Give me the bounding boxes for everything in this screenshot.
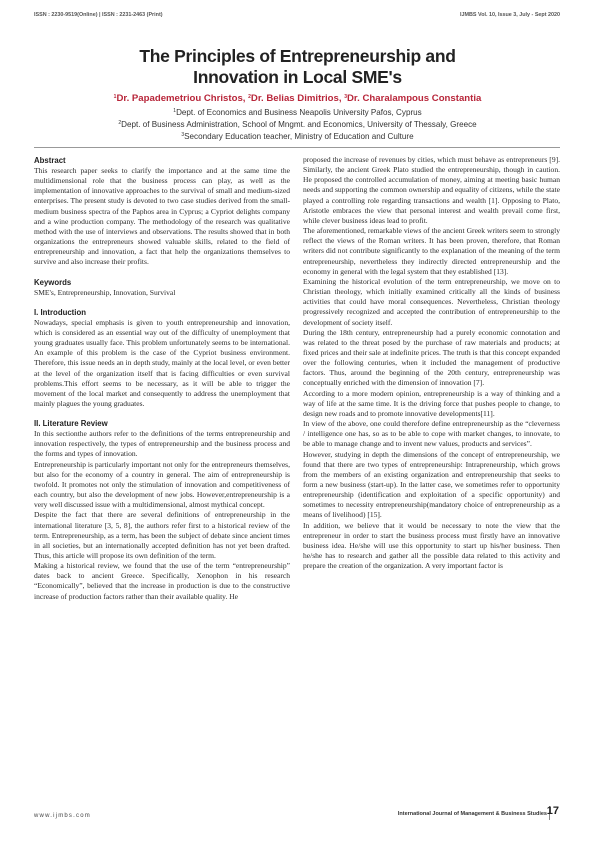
affiliation-2 [0, 120, 595, 129]
body-paragraph: In view of the above, one could therefore define entrepreneurship as the “cleverness / intelligence one has, so as to be able to cope with market changes, to innovate, to be able to manage change and to invent new values, products and services”. [303, 419, 560, 449]
affiliation-3 [0, 132, 595, 141]
literature-paragraph: Despite the fact that there are several definitions of entrepreneurship in the international literature [3, 5, 8], the authors refer first to a historical review of the term. Entrepreneurship, as a term, has been the subject of debate since ancient times in all societies, but an internationally accepted definition has not yet been drafted. Thus, this article will propose its own definition of the term. [34, 510, 290, 560]
affiliation-1-marker: 1 [173, 108, 177, 114]
author-1-marker: 1 [113, 94, 117, 100]
author-list [0, 93, 595, 104]
body-paragraph: Examining the historical evolution of the term entrepreneurship, we move on to Christian theology, which initially examined critically all the kinds of business activities that could have moral consequences. Nevertheless, Christian theology progressively recognized and accepted the contribution of entrepreneurship to the development of society itself. [303, 276, 560, 327]
author-3: Dr. Charalampous Constantia [347, 93, 482, 104]
affiliation-3-text: Secondary Education teacher, Ministry of Education and Culture [184, 132, 414, 141]
title-line-2: Innovation in Local SME's [193, 67, 402, 87]
section-spacer [34, 298, 290, 307]
section-spacer [34, 409, 290, 418]
header-divider [34, 147, 560, 148]
keywords-text: SME's, Entrepreneurship, Innovation, Survival [34, 287, 176, 297]
affiliation-1 [0, 108, 595, 117]
page-number: 17 [546, 805, 559, 817]
body-paragraph: According to a more modern opinion, entrepreneurship is a way of thinking and a way of life at the same time. It is the driving force that pushes people to change, to design new roads and to promote innovative developments[11]. [303, 388, 560, 418]
introduction-text: Nowadays, special emphasis is given to youth entrepreneurship and innovation, which is considered as an essential way out of the difficulty of unemployment that young graduates usually face. This problem unfortunately seems to be international. An example of this problem is the case of the Cypriot business environment. Therefore, this issue needs an in depth study, mainly at the local level, or even better at the level of the organization itself that is facing difficulties or even survival problems.This effort seems to be necessary, as it will be able to trigger the movement of the local market and consequently to address the unemployment that mainly plagues the young graduates. [34, 317, 290, 408]
abstract-heading: Abstract [34, 156, 66, 165]
abstract-text: This research paper seeks to clarify the importance and at the same time the multidimensional role that the business process can play, as well as the implementation of innovative approaches to the survival of small and medium-sized enterprises. The present study is devoted to two case studies derived from the small-medium business spectra of the Paphos area in Cyprus; a Cypriot delights company and a wine production company. The methodology of the research was qualitative method with the use of interviews and observations. The results showed that in both organizations the entrepreneurs showed valuable skills, related to the field of entrepreneurship and innovation, a fact that help the organizations themselves to survive and also increase their profits. [34, 166, 290, 267]
affiliation-2-marker: 2 [118, 120, 122, 126]
affiliation-1-text: Dept. of Economics and Business Neapolis University Pafos, Cyprus [176, 108, 422, 117]
body-paragraph: In addition, we believe that it would be necessary to note the view that the entrepreneur in order to start the business process must firstly have an innovative business idea. He/she will use this opportunity to start up his/her business. Then he/she has to research and gather all the possible data related to this activity and prepare the creation of the organization. A very important factor is [303, 520, 560, 571]
section-spacer [34, 268, 290, 277]
literature-paragraph: Making a historical review, we found that the use of the term “entrepreneurship” dates back to ancient Greece. Specifically, Xenophon in his research “Economically”, believed that the increase in production is due to the constructive increase of production factors rather than their available quality. He [34, 561, 290, 601]
right-column [303, 155, 560, 571]
literature-paragraph: In this sectionthe authors refer to the definitions of the terms entrepreneurship and innovation respectively, the types of entrepreneurship and the business process and the forms and types of innovation. [34, 429, 290, 459]
journal-name-footer: International Journal of Management & Business Studies [397, 811, 547, 817]
literature-paragraph: Entrepreneurship is particularly important not only for the entrepreneurs themselves, but also for the economy of a country in general. The aim of entrepreneurship is twofold. It promotes not only the stimulation of innovation and competitiveness of each country, but also the development of new jobs. However,entrepreneurship is a very well discussed issue with a multidimensional, almost mythical concept. [34, 459, 290, 510]
literature-heading: II. Literature Review [34, 419, 108, 429]
author-3-marker: 3 [344, 94, 347, 100]
title-line-1: The Principles of Entrepreneurship and [139, 46, 456, 66]
issn-header: ISSN : 2230-9519(Online) | ISSN : 2231-2463 (Print) [34, 12, 163, 18]
affiliation-3-marker: 3 [181, 132, 185, 138]
journal-issue-header: IJMBS Vol. 10, Issue 3, July - Sept 2020 [460, 12, 560, 18]
author-2-marker: 2 [248, 94, 251, 100]
body-paragraph: However, studying in depth the dimensions of the concept of entrepreneurship, we found that there are two types of entrepreneurship: Intrapreneurship, which grows from the members of an existing organization and entrepreneurship that seeks to form a new business (start-up). In the latter case, we sometimes refer to opportunity entrepreneurship (identification and exploitation of a specific opportunity) and sometimes to necessity entrepreneurship(mandatory choice of entrepreneurship as a means of livelihood) [15]. [303, 449, 560, 520]
paper-title [0, 46, 595, 88]
body-paragraph: During the 18th century, entrepreneurship had a purely economic connotation and was related to the threat posed by the purchase of raw materials and products; at fixed prices and their sale at indefinite prices. The truth is that this concept expanded over the following centuries, when it included the management of productive factors. Thus, around the beginning of the 20th century, entrepreneurship was conceptually enriched with the dimension of innovation [7]. [303, 327, 560, 388]
author-1: Dr. Papademetriou Christos, [116, 93, 246, 104]
author-2: Dr. Belias Dimitrios, [250, 93, 342, 104]
body-paragraph: proposed the increase of revenues by cities, which must behave as entrepreneurs [9]. Similarly, the ancient Greek Plato studied the entrepreneurship, though in caution. He proposed the controlled accumulation of money, aiming at meeting basic human needs and supporting the common ownership and equality of citizens, while the state played a controlling role regarding transactions and wealth [1]. Opposing to Plato, Aristotle embraces the view that personal interest and wealth prevail come first, while clever business ideas lead to profit. [303, 155, 560, 225]
introduction-heading: I. Introduction [34, 307, 86, 317]
affiliation-2-text: Dept. of Business Administration, School of Mngmt. and Economics, University of Thessaly, Greece [121, 120, 477, 129]
body-paragraph: The aforementioned, remarkable views of the ancient Greek writers seem to strongly reflect the views of the Roman writers. It has been proven, therefore, that Roman writers did not contribute significantly to the explanation of the meaning of the term entrepreneurship, nevertheless they indirectly directed entrepreneurship and the economy in general with the legal system that they established [13]. [303, 226, 560, 276]
left-column [34, 155, 290, 602]
keywords-heading: Keywords [34, 277, 72, 287]
journal-website: www.ijmbs.com [34, 813, 91, 819]
